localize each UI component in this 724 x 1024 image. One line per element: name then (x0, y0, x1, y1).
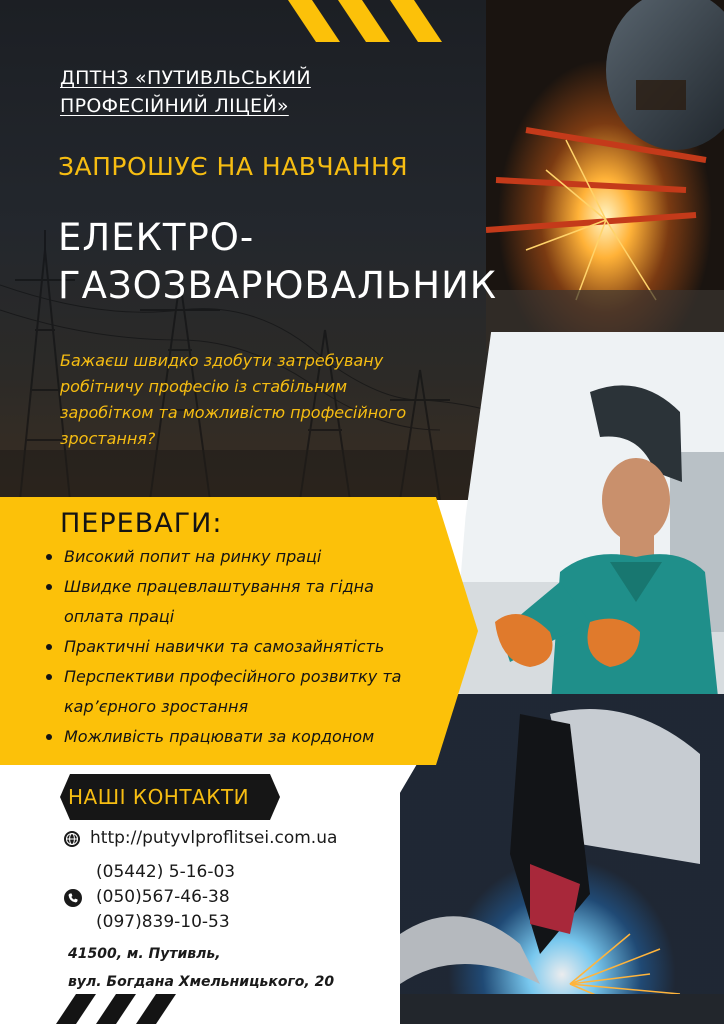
torch-welding-photo (400, 694, 724, 1024)
profession-title (58, 214, 497, 310)
website-link[interactable]: http://putyvlproflitsei.com.ua (90, 828, 338, 848)
address-line1: 41500, м. Путивль, (68, 946, 221, 962)
welding-photo (486, 0, 724, 352)
phone-number[interactable]: (050)567-46-38 (96, 887, 230, 907)
school-name-line1: ДПТНЗ «ПУТИВЛЬСЬКИЙ (60, 67, 311, 89)
phone-number[interactable]: (05442) 5-16-03 (96, 862, 236, 882)
address (68, 940, 334, 996)
phone-number[interactable]: (097)839-10-53 (96, 912, 230, 932)
benefits-title: ПЕРЕВАГИ: (60, 508, 223, 539)
benefit-item: Практичні навички та самозайнятість (44, 632, 434, 662)
school-name (60, 64, 311, 120)
hazard-stripes-top (278, 0, 458, 42)
contacts-title: НАШІ КОНТАКТИ (68, 785, 250, 809)
profession-title-line1: ЕЛЕКТРО- (58, 216, 255, 259)
benefit-item: Перспективи професійного розвитку та кар’єрного зростання (44, 662, 434, 722)
address-line2: вул. Богдана Хмельницького, 20 (68, 974, 335, 990)
intro-question: Бажаєш швидко здобути затребувану робітничу професію із стабільним заробітком та можливістю професійного зростання? (60, 351, 407, 448)
benefit-item: Можливість працювати за кордоном (44, 722, 434, 752)
globe-icon (64, 831, 80, 847)
phone-numbers (96, 860, 235, 935)
profession-title-line2: ГАЗОЗВАРЮВАЛЬНИК (58, 264, 498, 307)
phone-icon (64, 889, 82, 907)
benefits-list (44, 542, 434, 752)
hazard-stripes-bottom (56, 994, 186, 1024)
invite-heading: ЗАПРОШУЄ НА НАВЧАННЯ (58, 152, 409, 181)
school-name-line2: ПРОФЕСІЙНИЙ ЛІЦЕЙ» (60, 95, 289, 117)
benefit-item: Швидке працевлаштування та гідна оплата праці (44, 572, 434, 632)
benefit-item: Високий попит на ринку праці (44, 542, 434, 572)
